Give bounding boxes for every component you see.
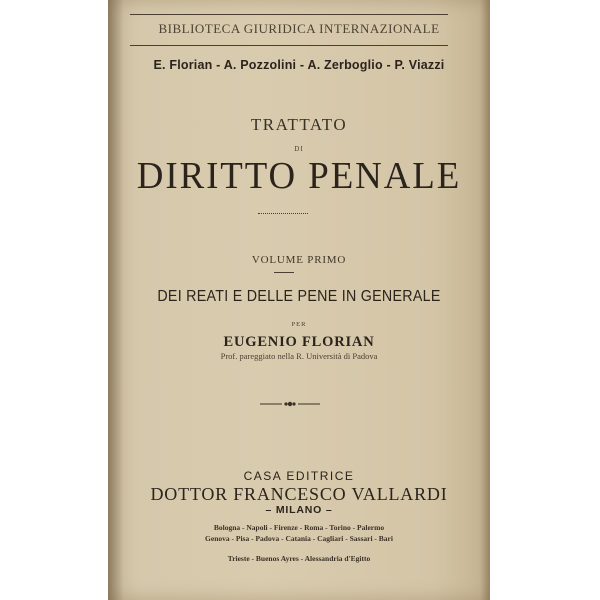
series-name: BIBLIOTECA GIURIDICA INTERNAZIONALE bbox=[158, 21, 440, 36]
branch-cities-line: Trieste - Buenos Ayres - Alessandria d'Egitto bbox=[227, 554, 371, 563]
volume-divider bbox=[274, 272, 294, 273]
book-title-page bbox=[108, 0, 490, 600]
publisher-label: CASA EDITRICE bbox=[243, 469, 355, 483]
publisher-name: DOTTOR FRANCESCO VALLARDI bbox=[150, 484, 448, 504]
authors-line: E. Florian - A. Pozzolini - A. Zerboglio - P. Viazzi bbox=[153, 58, 445, 72]
by-label: PER bbox=[291, 321, 307, 328]
ornament-divider bbox=[258, 399, 322, 409]
publisher-city: – MILANO – bbox=[265, 504, 333, 516]
volume-label: VOLUME PRIMO bbox=[251, 254, 347, 266]
volume-subject: DEI REATI E DELLE PENE IN GENERALE bbox=[157, 288, 441, 305]
branch-cities-line: Genova - Pisa - Padova - Catania - Cagliari - Sassari - Bari bbox=[205, 534, 393, 543]
work-prefix: TRATTATO bbox=[250, 115, 348, 134]
author-name: EUGENIO FLORIAN bbox=[223, 334, 375, 350]
book-title: DIRITTO PENALE bbox=[136, 155, 462, 197]
title-divider bbox=[258, 213, 308, 214]
title-connector: DI bbox=[294, 145, 304, 153]
branch-cities-line: Bologna - Napoli - Firenze - Roma - Torino - Palermo bbox=[213, 523, 385, 532]
author-affiliation: Prof. pareggiato nella R. Università di Padova bbox=[220, 351, 378, 361]
